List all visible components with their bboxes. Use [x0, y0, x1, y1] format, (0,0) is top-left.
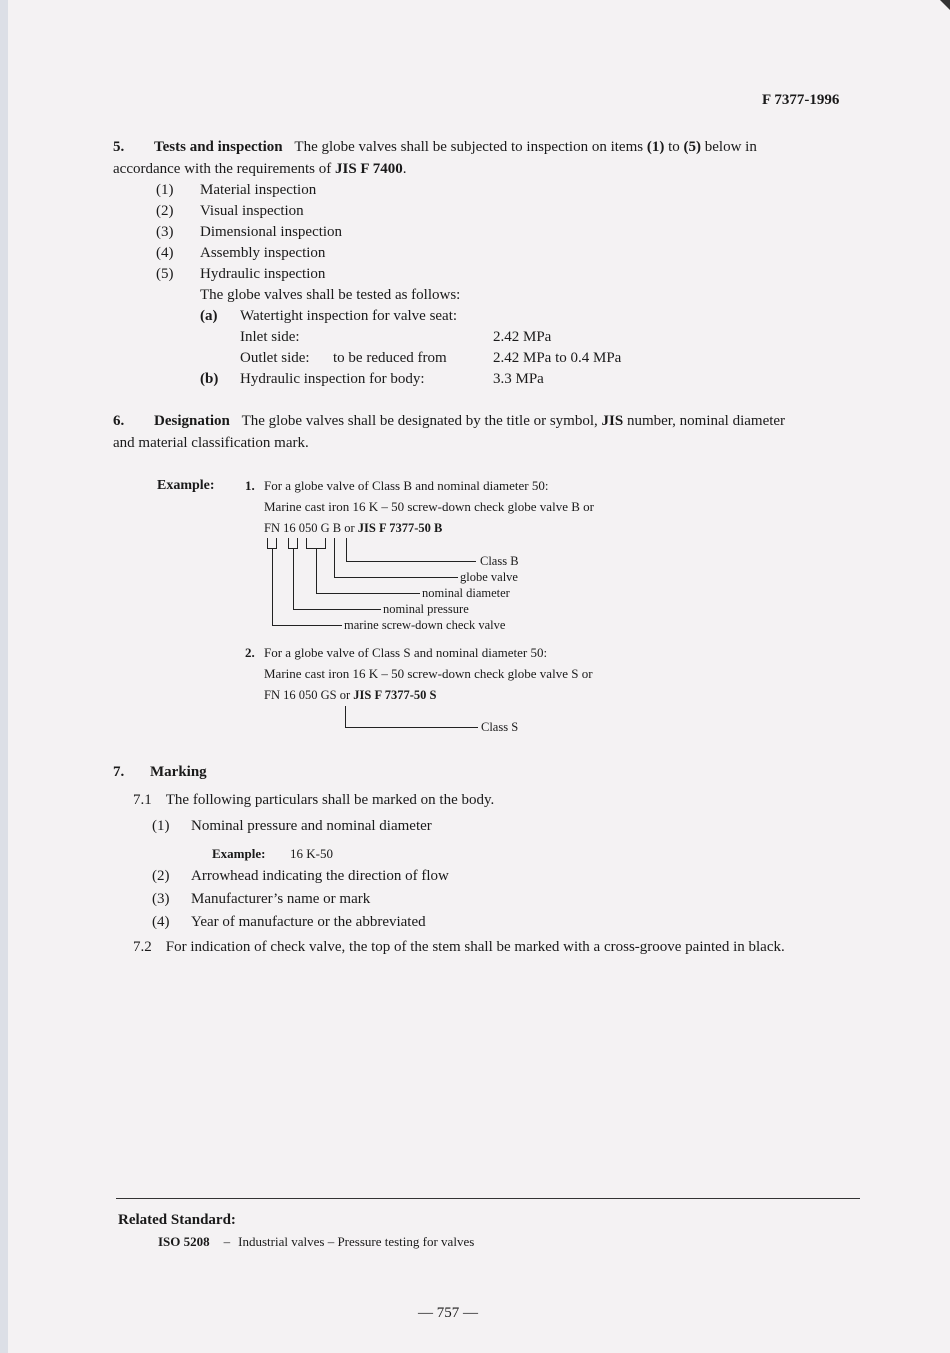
callout-label: marine screw-down check valve [344, 618, 506, 632]
tested-intro: The globe valves shall be tested as follows: [200, 287, 461, 303]
marking-example-value: 16 K-50 [290, 846, 333, 861]
section-7-heading [113, 764, 207, 781]
marking-item: (3) Manufacturer’s name or mark [152, 891, 371, 907]
outlet-note: to be reduced from [333, 350, 447, 366]
inspection-item: (5) Hydraulic inspection [156, 266, 326, 282]
callout-label: nominal pressure [383, 602, 469, 616]
inspection-item: (3) Dimensional inspection [156, 224, 343, 240]
sub-item-b: (b) Hydraulic inspection for body: [200, 371, 425, 387]
example-1-line2: Marine cast iron 16 K – 50 screw-down check globe valve B or [264, 499, 594, 514]
marking-item: (2) Arrowhead indicating the direction of flow [152, 868, 449, 884]
subsection-7-1: 7.1 The following particulars shall be marked on the body. [133, 792, 495, 808]
section-5-title: Tests and inspection [154, 139, 283, 155]
example-2-num: 2. [245, 645, 255, 660]
section-6-num: 6. [113, 413, 125, 429]
subsection-7-2: 7.2 For indication of check valve, the top of the stem shall be marked with a cross-groove painted in black. [133, 939, 785, 955]
page-edge [0, 0, 8, 1353]
marking-item: (1) Nominal pressure and nominal diameter [152, 818, 432, 834]
standard-number: F 7377-1996 [762, 92, 840, 108]
footer-rule [116, 1198, 860, 1199]
inspection-item: (4) Assembly inspection [156, 245, 326, 261]
callout-label: Class B [480, 554, 519, 568]
inspection-item: (2) Visual inspection [156, 203, 304, 219]
page-corner [940, 0, 950, 10]
callout-label: nominal diameter [422, 586, 510, 600]
section-5-line1: 5. Tests and inspection The globe valves shall be subjected to inspection on items (1) to (5) below in [113, 139, 757, 155]
outlet-value: 2.42 MPa to 0.4 MPa [493, 350, 622, 366]
inlet-label: Inlet side: [240, 329, 300, 345]
inlet-value: 2.42 MPa [493, 329, 552, 345]
outlet-label: Outlet side: [240, 350, 310, 366]
example-2-line2: Marine cast iron 16 K – 50 screw-down check globe valve S or [264, 666, 593, 681]
example-2-code: FN 16 050 GS or JIS F 7377-50 S [264, 688, 437, 702]
example-1-line1: For a globe valve of Class B and nominal diameter 50: [264, 478, 549, 493]
inspection-item: (1) Material inspection [156, 182, 317, 198]
example-1-num: 1. [245, 478, 255, 493]
section-6-title: Designation [154, 413, 230, 429]
callout-label: Class S [481, 720, 519, 734]
section-5-line2: accordance with the requirements of JIS F 7400. [113, 161, 407, 177]
section-7-num: 7. [113, 764, 125, 780]
page-number: — 757 — [418, 1305, 478, 1321]
marking-example-label: Example: [212, 846, 266, 861]
designation-example-label: Example: [157, 478, 215, 493]
callout-label: globe valve [460, 570, 518, 584]
example-1-code: FN 16 050 G B or JIS F 7377-50 B [264, 521, 443, 535]
related-standard-entry: ISO 5208 – Industrial valves – Pressure testing for valves [158, 1234, 475, 1249]
section-6-line1: 6. Designation The globe valves shall be designated by the title or symbol, JIS number, nominal diameter [113, 413, 786, 429]
related-standard-title: Related Standard: [118, 1212, 236, 1228]
section-7-title: Marking [150, 764, 207, 780]
sub-item-a: (a) Watertight inspection for valve seat: [200, 308, 458, 324]
sub-item-b-value: 3.3 MPa [493, 371, 544, 387]
section-5-num: 5. [113, 139, 125, 155]
section-6-line2: and material classification mark. [113, 435, 309, 451]
example-2-line1: For a globe valve of Class S and nominal diameter 50: [264, 645, 548, 660]
marking-item: (4) Year of manufacture or the abbreviated [152, 914, 426, 930]
